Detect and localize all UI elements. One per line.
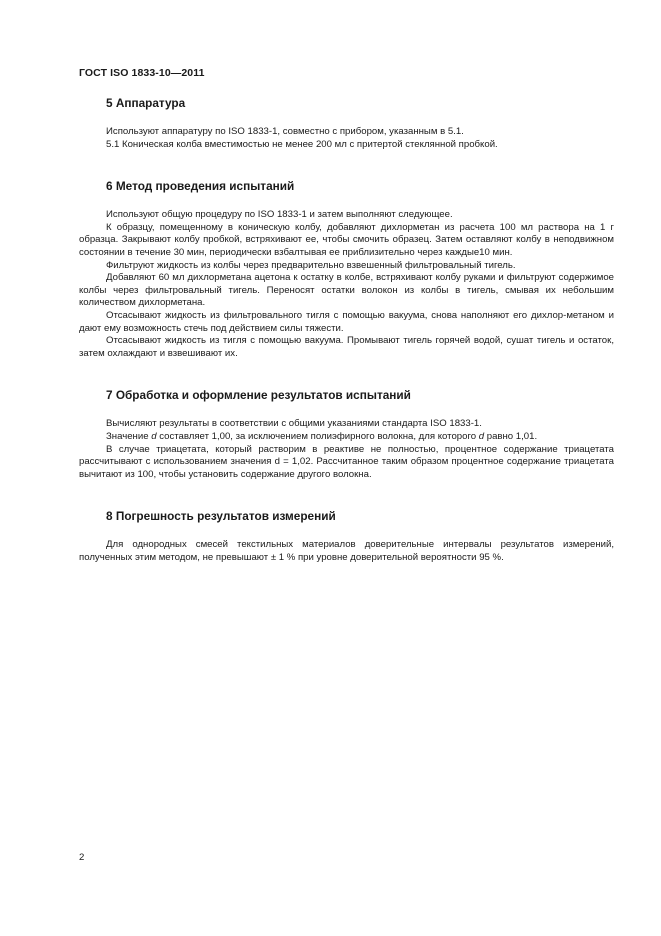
section-title: 6 Метод проведения испытаний [106,179,295,194]
paragraph: 5.1 Коническая колба вместимостью не менее 200 мл с притертой стеклянной пробкой. [106,138,498,150]
paragraph: В случае триацетата, который растворим в реактиве не полностью, процентное содержание триацетата рассчитывают с использованием значения d = 1,02. Рассчитанное таким образом процентное содержание триацетата вычитают из 100, чтобы установить содержание другого волокна. [79,443,614,480]
paragraph: Отсасывают жидкость из фильтровального тигля с помощью вакуума, снова наполняют его дихлор-метаном и дают ему возможность стечь под действием силы тяжести. [79,309,614,334]
section-title: 5 Аппаратура [106,96,186,110]
section-precision [79,509,614,564]
section-test-method [79,179,614,360]
paragraph: Отсасывают жидкость из тигля с помощью вакуума. Промывают тигель горячей водой, сушат тигель и остаток, затем охлаждают и взвешивают их. [79,335,614,359]
paragraph: К образцу, помещенному в коническую колбу, добавляют дихлорметан из расчета 100 мл раствора на 1 г образца. Закрывают колбу пробкой, встряхивают ее, чтобы смочить образец. Затем оставляют колбу в неподвижном состоянии в течение 30 мин, периодически взбалтывая ее приблизительно через каждые10 мин. [79,221,614,258]
document-content [79,88,614,564]
paragraph-d-value: Значение d составляет 1,00, за исключением полиэфирного волокна, для которого d равно 1,01. [106,430,538,442]
section-title: 7 Обработка и оформление результатов испытаний [106,388,411,403]
paragraph: Используют аппаратуру по ISO 1833-1, совместно с прибором, указанным в 5.1. [106,126,464,137]
paragraph: Используют общую процедуру по ISO 1833-1 и затем выполняют следующее. [106,209,453,221]
section-title: 8 Погрешность результатов измерений [106,509,336,524]
paragraph: Добавляют 60 мл дихлорметана ацетона к остатку в колбе, встряхивают колбу руками и фильтруют содержимое колбы через фильтровальный тигель. Переносят остатки волокон из колбы в тигель, смывая их небольшим количеством дихлорметана. [79,272,614,309]
section-apparatus [79,96,614,151]
paragraph: Для однородных смесей текстильных материалов доверительные интервалы результатов измерений, полученных этим методом, не превышают ± 1 % при уровне доверительной вероятности 95 %. [79,539,614,563]
page-number: 2 [79,852,85,863]
paragraph: Вычисляют результаты в соответствии с общими указаниями стандарта ISO 1833-1. [106,418,482,430]
section-results [79,388,614,481]
paragraph: Фильтруют жидкость из колбы через предварительно взвешенный фильтровальный тигель. [106,259,516,271]
document-header: ГОСТ ISO 1833-10—2011 [79,67,205,79]
